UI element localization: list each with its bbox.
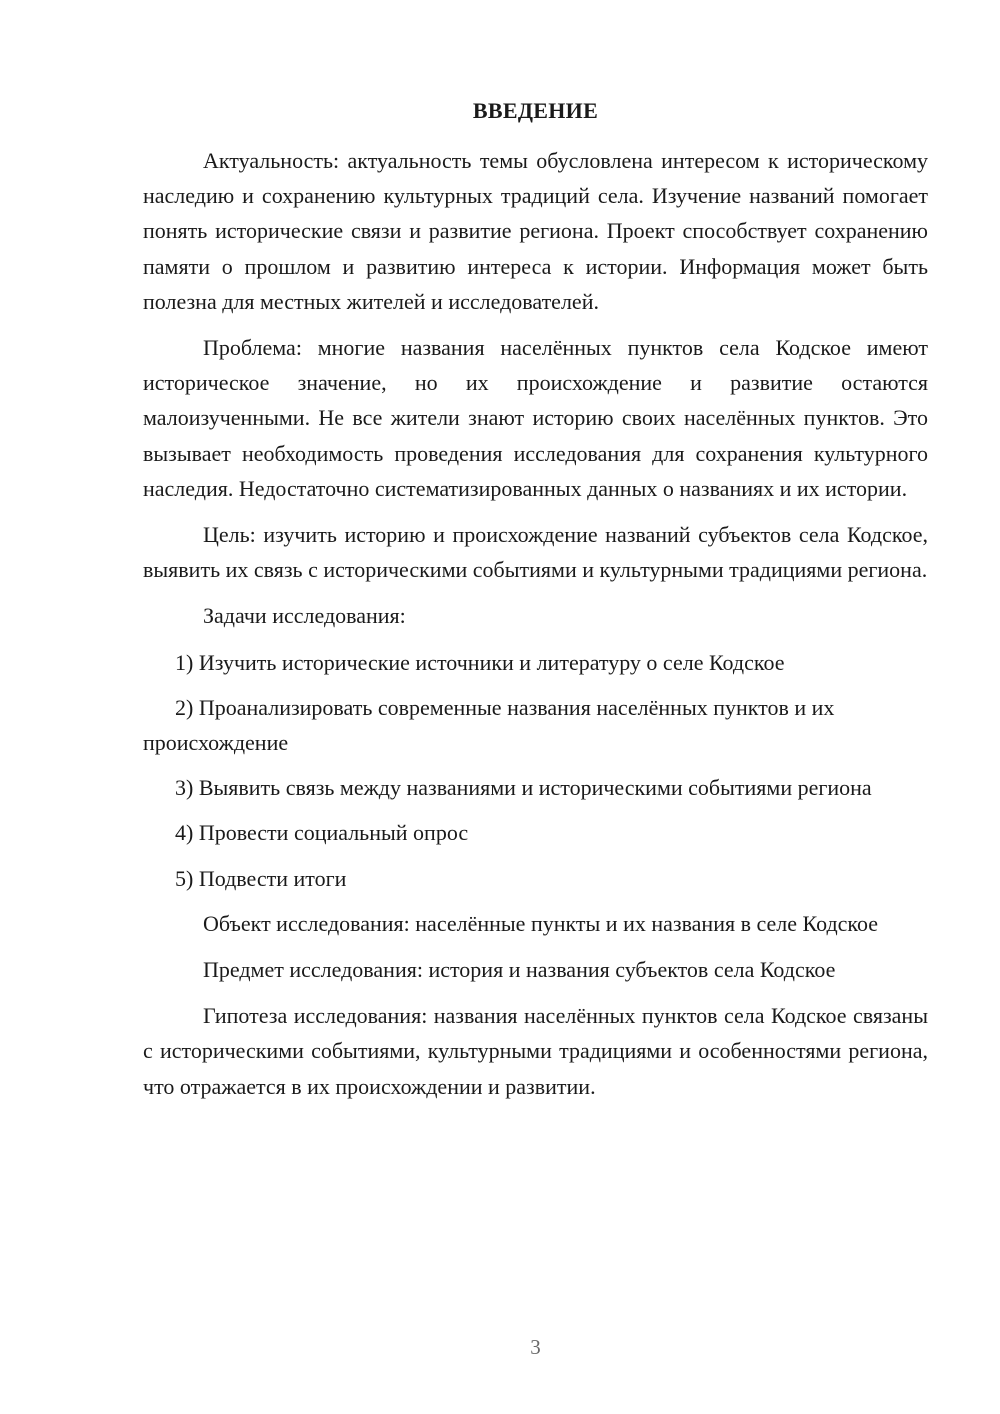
task-item-1: 1) Изучить исторические источники и литературу о селе Кодское (175, 649, 785, 675)
paragraph-goal: Цель: изучить историю и происхождение названий субъектов села Кодское, выявить их связь с историческими событиями и культурными традициями региона. (143, 522, 928, 583)
tasks-heading: Задачи исследования: (203, 603, 406, 629)
task-item-3: 3) Выявить связь между названиями и историческими событиями региона (175, 775, 872, 801)
page-number: 3 (530, 1335, 541, 1359)
document-body (143, 143, 928, 1115)
paragraph-hypothesis: Гипотеза исследования: названия населённых пунктов села Кодское связаны с историческими событиями, культурными традициями и особенностями региона, что отражается в их происхождении и развитии. (143, 1003, 928, 1099)
document-page (143, 0, 928, 1414)
task-item-2: 2) Проанализировать современные названия населённых пунктов и их происхождение (143, 694, 835, 756)
task-item-5: 5) Подвести итоги (175, 865, 347, 891)
paragraph-problem: Проблема: многие названия населённых пунктов села Кодское имеют историческое значение, но их происхождение и развитие остаются малоизученными. Не все жители знают историю своих населённых пунктов. Это вызывает необходимость проведения исследования для сохранения культурного наследия. Недостаточно систематизированных данных о названиях и их истории. (143, 335, 928, 501)
section-title: ВВЕДЕНИЕ (472, 98, 599, 123)
paragraph-subject: Предмет исследования: история и названия субъектов села Кодское (203, 957, 836, 983)
paragraph-object: Объект исследования: населённые пункты и их названия в селе Кодское (203, 910, 879, 936)
task-item-4: 4) Провести социальный опрос (175, 820, 469, 846)
paragraph-relevance: Актуальность: актуальность темы обусловлена интересом к историческому наследию и сохранению культурных традиций села. Изучение названий помогает понять исторические связи и развитие региона. Проект способствует сохранению памяти о прошлом и развитию интереса к истории. Информация может быть полезна для местных жителей и исследователей. (143, 148, 928, 314)
